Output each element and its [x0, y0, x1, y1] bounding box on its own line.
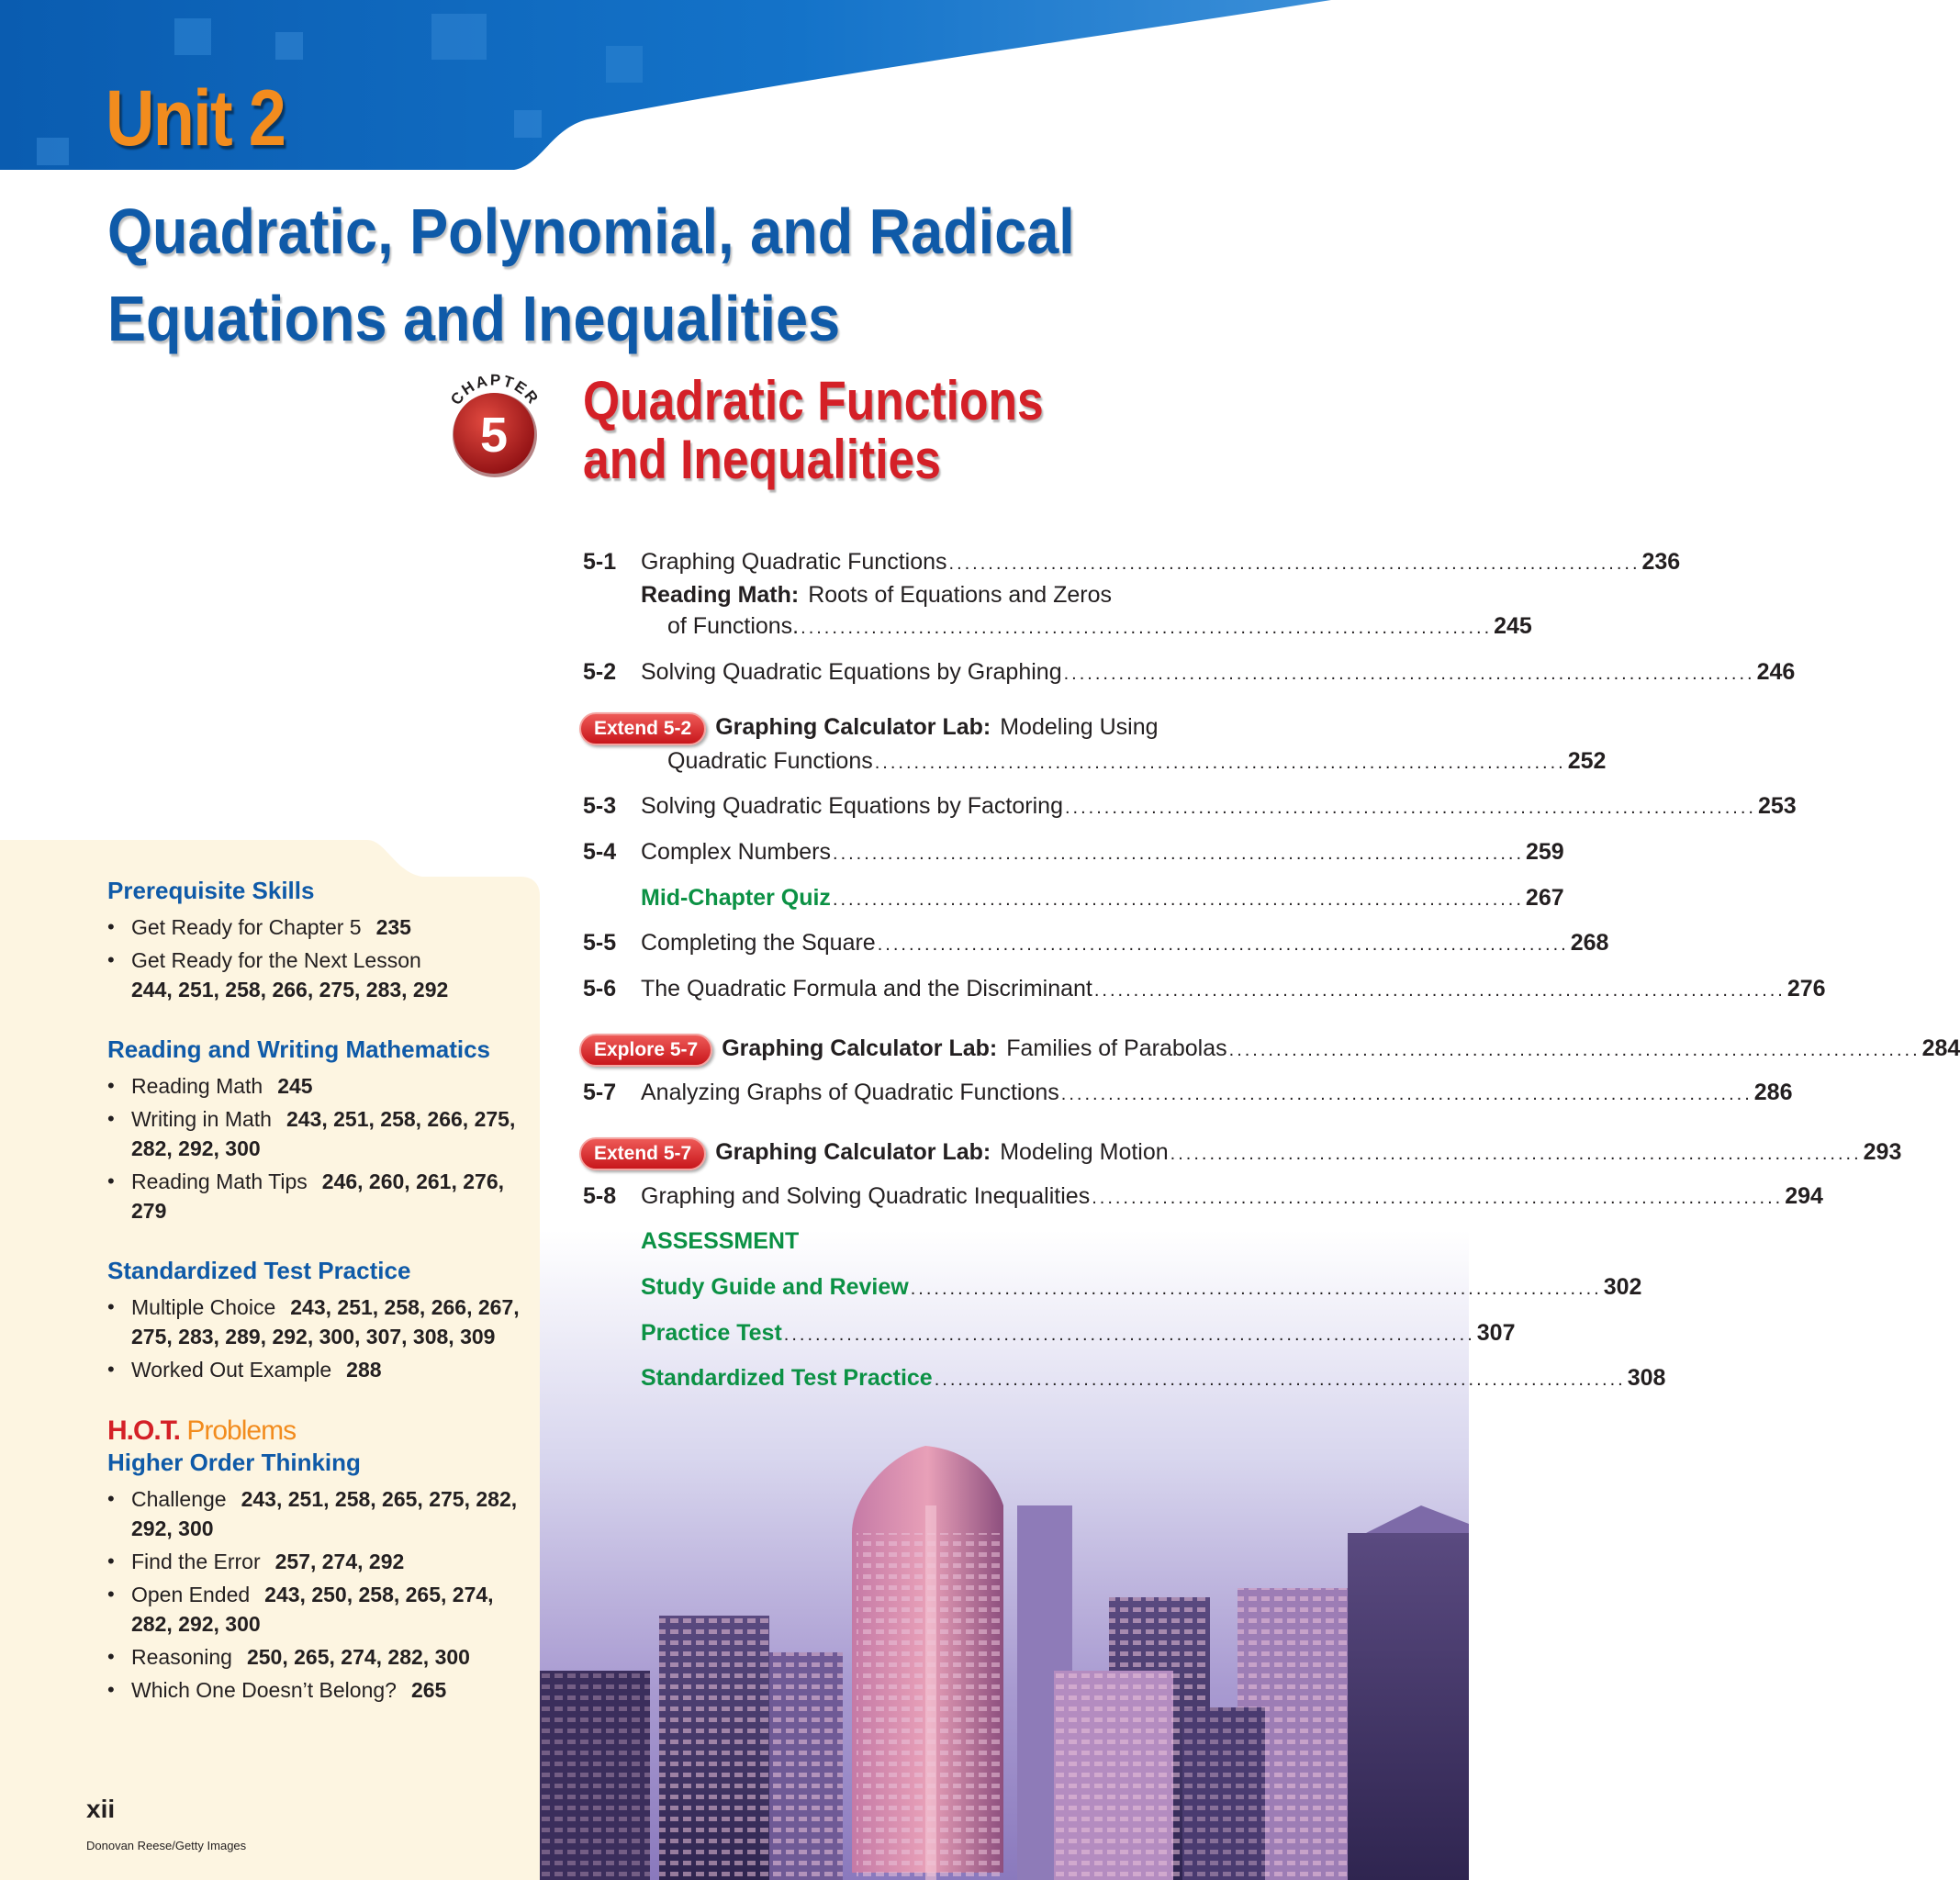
features-panel [107, 877, 530, 1736]
photo-credit: Donovan Reese/Getty Images [86, 1839, 247, 1852]
item-pages: 243, 251, 258, 266, 275, 282, 292, 300 [131, 1107, 516, 1160]
feature-label: Reading Math: [641, 582, 800, 608]
unit-title-line1: Quadratic, Polynomial, and Radical [107, 196, 1075, 267]
item-label: Which One Doesn’t Belong? [131, 1678, 397, 1702]
page-ref: 294 [1785, 1183, 1823, 1209]
item-label: Reading Math [131, 1074, 263, 1098]
assessment-item: Standardized Test Practice [641, 1365, 933, 1391]
lesson-number: 5-2 [583, 659, 617, 685]
hot-logo-part1: H.O.T. [107, 1416, 181, 1446]
lab-title: Families of Parabolas [1006, 1035, 1227, 1061]
page-ref: 302 [1603, 1274, 1642, 1300]
item-pages: 288 [346, 1358, 382, 1382]
assessment-heading: ASSESSMENT [641, 1228, 800, 1254]
toc-row [583, 1228, 1285, 1255]
lab-title: Modeling Using [1000, 714, 1159, 740]
list-item [107, 1484, 530, 1543]
toc-row[interactable] [583, 930, 1609, 957]
page-ref: 286 [1753, 1080, 1793, 1105]
toc-row[interactable] [583, 839, 1564, 866]
toc-row[interactable] [583, 793, 1797, 820]
unit-title [107, 188, 1075, 363]
list-item [107, 1071, 530, 1101]
page-ref: 252 [1567, 748, 1607, 774]
item-label: Worked Out Example [131, 1358, 332, 1382]
list-item [107, 946, 530, 1004]
item-pages: 235 [375, 915, 411, 939]
chapter-title [583, 372, 1044, 489]
dot-leader: ........................................................................................ [910, 1279, 1602, 1299]
page-ref: 236 [1641, 549, 1681, 575]
prereq-list [107, 912, 530, 1004]
dot-leader: ........................................................................................ [948, 554, 1641, 574]
toc-row[interactable] [583, 1365, 1666, 1392]
feature-title: Roots of Equations and Zeros [808, 582, 1112, 608]
list-item [107, 912, 530, 942]
dot-leader: ........................................................................................ [1093, 980, 1786, 1001]
lesson-title: Graphing and Solving Quadratic Inequalities [641, 1183, 1091, 1209]
lab-title: Modeling Motion [1000, 1139, 1169, 1165]
toc-row[interactable] [583, 885, 1564, 912]
lesson-number: 5-1 [583, 549, 617, 575]
page-ref: 267 [1525, 885, 1564, 911]
item-label: Writing in Math [131, 1107, 272, 1131]
extend-badge: Extend 5-2 [579, 712, 706, 745]
chapter-title-line2: and Inequalities [583, 429, 941, 490]
hot-logo-part2: Problems [186, 1416, 297, 1446]
lesson-number: 5-7 [583, 1080, 617, 1105]
hot-list [107, 1484, 530, 1705]
dot-leader: ........................................................................................ [783, 1325, 1475, 1345]
page-ref: 245 [1494, 613, 1532, 639]
dot-leader: ........................................................................................ [1228, 1040, 1921, 1060]
page-ref: 259 [1526, 839, 1564, 865]
toc-row[interactable] [583, 549, 1681, 576]
lesson-title: Solving Quadratic Equations by Graphing [641, 659, 1062, 685]
extend-badge: Extend 5-7 [579, 1137, 706, 1170]
item-label: Get Ready for Chapter 5 [131, 915, 362, 939]
test-heading: Standardized Test Practice [107, 1257, 411, 1284]
list-item [107, 1675, 530, 1705]
toc-row[interactable] [583, 976, 1826, 1002]
lesson-title: Analyzing Graphs of Quadratic Functions [641, 1080, 1059, 1105]
list-item [107, 1580, 530, 1639]
dot-leader: ........................................................................................ [1063, 664, 1755, 684]
lesson-title: Solving Quadratic Equations by Factoring [641, 793, 1063, 819]
assessment-item: Practice Test [641, 1320, 782, 1346]
toc-row[interactable] [583, 1080, 1793, 1106]
toc-row[interactable] [583, 582, 1285, 609]
page-ref: 268 [1570, 930, 1609, 956]
item-pages: 257, 274, 292 [274, 1550, 405, 1573]
chapter-number: 5 [479, 408, 509, 463]
page-ref: 276 [1786, 976, 1826, 1002]
chapter-word: CHAPTER [447, 371, 543, 408]
toc-row[interactable] [583, 748, 1607, 775]
lesson-number: 5-6 [583, 976, 617, 1002]
lesson-title: Graphing Quadratic Functions [641, 549, 947, 575]
reading-heading: Reading and Writing Mathematics [107, 1035, 491, 1063]
dot-leader: ........................................................................................ [1170, 1144, 1862, 1164]
list-item [107, 1167, 530, 1225]
item-pages: 246, 260, 261, 276, 279 [131, 1169, 505, 1223]
item-label: Find the Error [131, 1550, 261, 1573]
dot-leader: ........................................................................................ [832, 890, 1524, 910]
lab-label: Graphing Calculator Lab: [715, 1139, 991, 1165]
quiz-title: Mid-Chapter Quiz [641, 885, 831, 911]
lesson-number: 5-3 [583, 793, 617, 819]
page-ref: 253 [1757, 793, 1797, 819]
lab-label: Graphing Calculator Lab: [722, 1035, 998, 1061]
hot-problems-logo [107, 1416, 530, 1447]
page-ref: 293 [1863, 1139, 1902, 1165]
test-list [107, 1292, 530, 1384]
explore-badge: Explore 5-7 [579, 1034, 712, 1067]
item-label: Challenge [131, 1487, 227, 1511]
dot-leader: ........................................................................................ [1060, 1084, 1753, 1104]
dot-leader: ........................................................................................ [877, 934, 1569, 955]
assessment-item: Study Guide and Review [641, 1274, 909, 1300]
item-pages: 250, 265, 274, 282, 300 [246, 1645, 470, 1669]
list-item [107, 1292, 530, 1351]
item-pages: 245 [277, 1074, 313, 1098]
lesson-title: Completing the Square [641, 930, 876, 956]
lesson-title: The Quadratic Formula and the Discriminant [641, 976, 1092, 1002]
dot-leader: ........................................................................................ [1092, 1188, 1784, 1208]
chapter-title-line1: Quadratic Functions [583, 370, 1044, 431]
list-item [107, 1642, 530, 1672]
lab-title-cont: Quadratic Functions [667, 748, 873, 774]
toc-row[interactable] [583, 613, 1532, 640]
toc-row[interactable] [583, 1034, 1960, 1067]
toc-row[interactable] [583, 712, 1285, 745]
feature-title-cont: of Functions. [667, 613, 800, 639]
unit-label: Unit 2 [106, 74, 286, 162]
list-item [107, 1104, 530, 1163]
page-number: xii [86, 1795, 116, 1823]
dot-leader: ........................................................................................ [801, 618, 1493, 638]
lesson-number: 5-8 [583, 1183, 617, 1209]
page-ref: 284 [1921, 1035, 1960, 1061]
item-pages: 244, 251, 258, 266, 275, 283, 292 [131, 978, 449, 1002]
page-ref: 246 [1756, 659, 1796, 685]
list-item [107, 1547, 530, 1576]
toc-row[interactable] [583, 1274, 1642, 1301]
item-label: Reading Math Tips [131, 1169, 308, 1193]
lesson-number: 5-5 [583, 930, 617, 956]
page-ref: 308 [1627, 1365, 1666, 1391]
chapter-badge-icon [439, 367, 551, 487]
dot-leader: ........................................................................................ [934, 1370, 1626, 1390]
reading-list [107, 1071, 530, 1225]
lesson-title: Complex Numbers [641, 839, 832, 865]
item-pages: 265 [410, 1678, 447, 1702]
item-pages: 243, 250, 258, 265, 274, 282, 292, 300 [131, 1583, 494, 1636]
toc-row[interactable] [583, 1320, 1516, 1347]
item-label: Reasoning [131, 1645, 232, 1669]
toc-row[interactable] [583, 1137, 1902, 1170]
item-label: Multiple Choice [131, 1295, 276, 1319]
dot-leader: ........................................................................................ [833, 844, 1524, 864]
prereq-heading: Prerequisite Skills [107, 877, 315, 904]
page-ref: 307 [1476, 1320, 1516, 1346]
dot-leader: ........................................................................................ [874, 753, 1566, 773]
unit-title-line2: Equations and Inequalities [107, 283, 841, 354]
dot-leader: ........................................................................................ [1064, 798, 1756, 818]
list-item [107, 1355, 530, 1384]
lesson-number: 5-4 [583, 839, 617, 865]
hot-heading: Higher Order Thinking [107, 1449, 361, 1476]
toc-row[interactable] [583, 1183, 1823, 1210]
item-pages: 243, 251, 258, 266, 267, 275, 283, 289, 292, 300, 307, 308, 309 [131, 1295, 520, 1348]
lab-label: Graphing Calculator Lab: [715, 714, 991, 740]
toc-row[interactable] [583, 659, 1796, 686]
item-label: Get Ready for the Next Lesson [131, 948, 421, 972]
item-pages: 243, 251, 258, 265, 275, 282, 292, 300 [131, 1487, 518, 1540]
item-label: Open Ended [131, 1583, 251, 1606]
